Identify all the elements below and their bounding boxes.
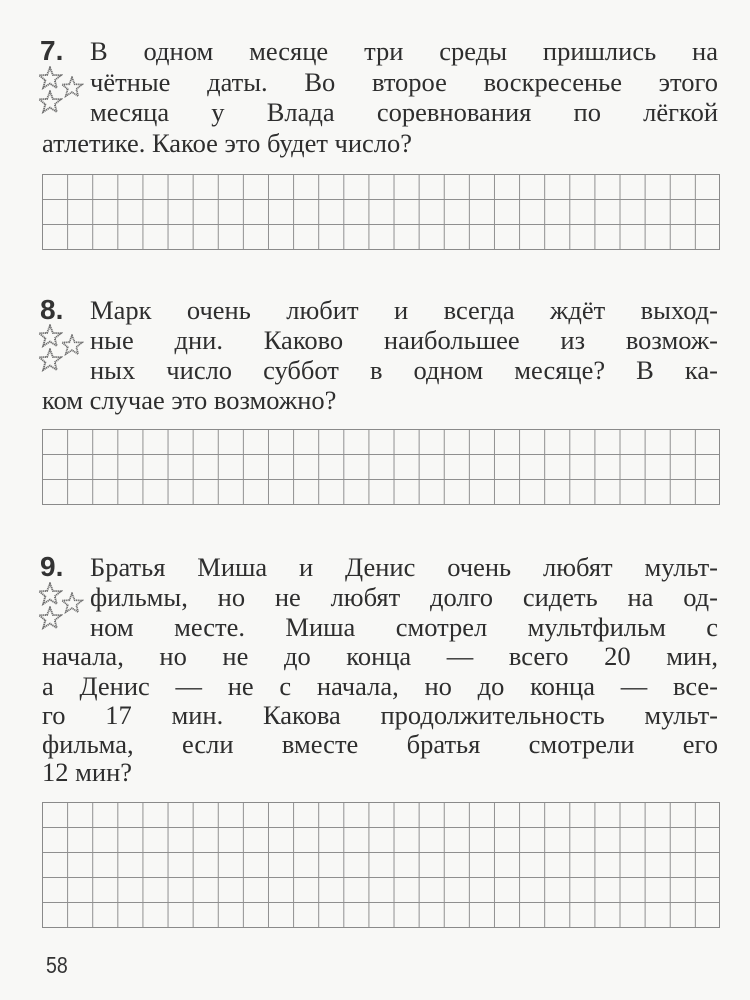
task-text-line: Марк очень любит и всегда ждёт выход- [90, 295, 718, 325]
three-stars-icon [36, 580, 86, 630]
task-text-line: месяца у Влада соревнования по лёгкой [90, 97, 718, 127]
task-text-line: Братья Миша и Денис очень любят мульт- [90, 552, 718, 582]
task-number: 8. [40, 294, 64, 325]
answer-grid[interactable] [42, 174, 720, 250]
task-text-line: 12 мин? [42, 757, 133, 787]
task-text-line: ные дни. Каково наибольшее из возмож- [90, 325, 718, 355]
task-text-line: начала, но не до конца — всего 20 мин, [42, 641, 718, 671]
task-text-line: ком случае это возможно? [42, 385, 337, 415]
three-stars-icon [36, 322, 86, 372]
answer-grid[interactable] [42, 802, 720, 928]
task-text-line: фильмы, но не любят долго сидеть на од- [90, 582, 718, 612]
task-number: 9. [40, 551, 64, 582]
task-text-line: чётные даты. Во второе воскресенье этого [90, 67, 718, 97]
page-number: 58 [46, 952, 68, 978]
task-text-line: В одном месяце три среды пришлись на [90, 36, 718, 66]
task-text-line: а Денис — не с начала, но до конца — все- [42, 671, 718, 701]
task-text-line: го 17 мин. Какова продолжительность мульт- [42, 700, 718, 730]
task-text-line: фильма, если вместе братья смотрели его [42, 729, 718, 759]
task-text-line: ном месте. Миша смотрел мультфильм с [90, 612, 718, 642]
task-text-line: атлетике. Какое это будет число? [42, 128, 413, 158]
three-stars-icon [36, 64, 86, 114]
task-number: 7. [40, 35, 64, 66]
answer-grid[interactable] [42, 429, 720, 505]
task-text-line: ных число суббот в одном месяце? В ка- [90, 355, 718, 385]
